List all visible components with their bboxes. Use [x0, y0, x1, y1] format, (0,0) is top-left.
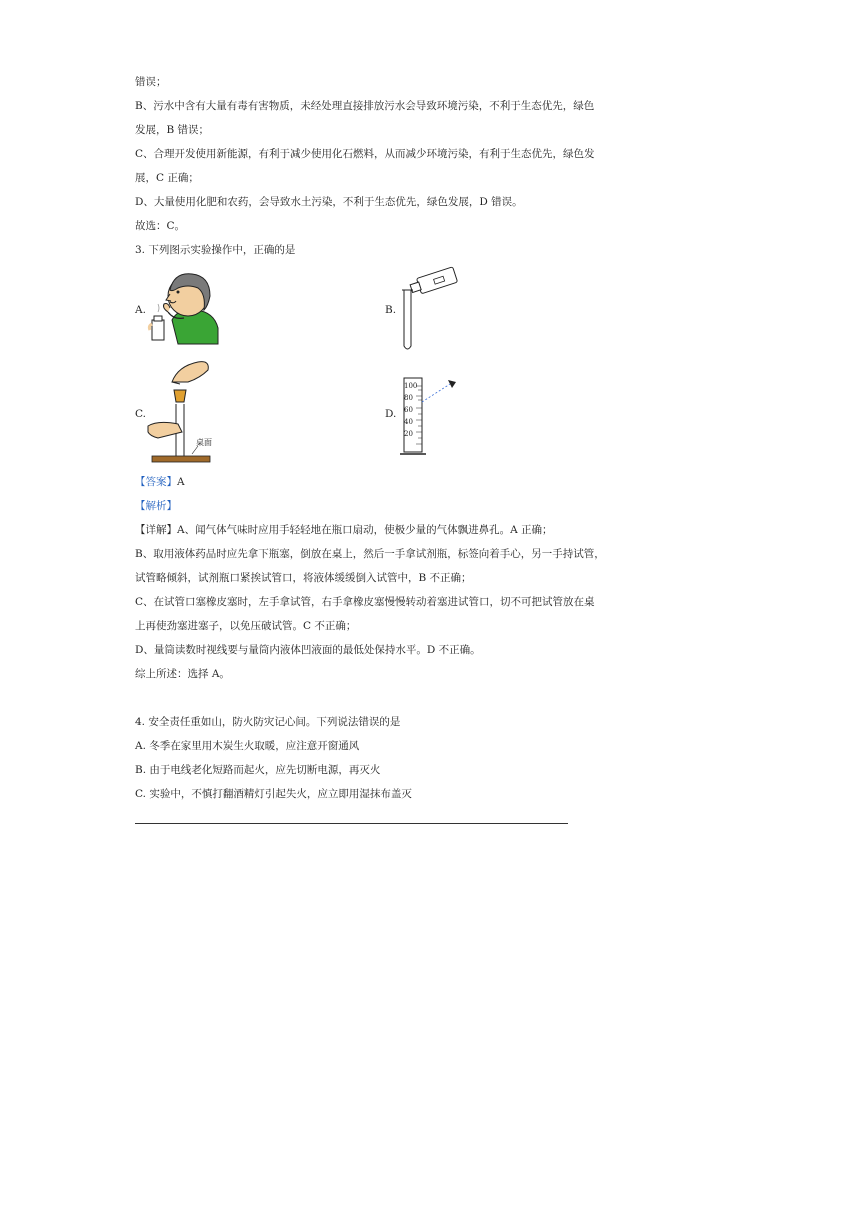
detail-b-line-2: 试管略倾斜，试剂瓶口紧挨试管口，将液体缓缓倒入试管中，B 不正确； — [135, 572, 472, 584]
text-line: 错误； — [135, 76, 167, 88]
question-3-stem: 3. 下列图示实验操作中，正确的是 — [135, 244, 296, 256]
detail-b-line-1: B、取用液体药品时应先拿下瓶塞，倒放在桌上，然后一手拿试剂瓶，标签向着手心，另一手持试管， — [135, 548, 605, 560]
question-4-option-b: B. 由于电线老化短路而起火，应先切断电源，再灭火 — [135, 764, 381, 776]
question-4-stem: 4. 安全责任重如山，防火防灾记心间。下列说法错误的是 — [135, 716, 401, 728]
option-b-label: B. — [385, 304, 397, 316]
detail-tag: 【详解】 — [135, 524, 177, 536]
option-d-label: D. — [385, 408, 397, 420]
cylinder-tick-100: 100 — [404, 382, 418, 390]
detail-line — [135, 523, 553, 537]
inserting-stopper-illustration — [148, 360, 218, 468]
text-line: B、污水中含有大量有毒有害物质，未经处理直接排放污水会导致环境污染，不利于生态优先，绿色 — [135, 100, 595, 112]
page-bottom-rule — [135, 823, 568, 824]
text-line: 发展，B 错误； — [135, 124, 210, 136]
desk-label: 桌面 — [196, 438, 212, 447]
text-line: C、合理开发使用新能源，有利于减少使用化石燃料，从而减少环境污染，有利于生态优先，绿色发 — [135, 148, 595, 160]
option-a-label: A. — [135, 304, 146, 316]
answer-tag: 【答案】 — [135, 476, 177, 488]
question-4-option-a: A. 冬季在家里用木炭生火取暖，应注意开窗通风 — [135, 740, 360, 752]
option-c-label: C. — [135, 408, 146, 420]
cylinder-tick-20: 20 — [404, 430, 413, 438]
detail-c-line-1: C、在试管口塞橡皮塞时，左手拿试管，右手拿橡皮塞慢慢转动着塞进试管口，切不可把试管放在桌 — [135, 596, 595, 608]
text-line: 展，C 正确； — [135, 172, 199, 184]
detail-a: A、闻气体气味时应用手轻轻地在瓶口扇动，使极少量的气体飘进鼻孔。A 正确； — [177, 524, 553, 536]
pouring-liquid-illustration — [398, 268, 463, 353]
answer-line — [135, 475, 185, 489]
summary-line: 综上所述：选择 A。 — [135, 668, 230, 680]
cylinder-tick-80: 80 — [404, 394, 413, 402]
detail-d-line: D、量筒读数时视线要与量筒内液体凹液面的最低处保持水平。D 不正确。 — [135, 644, 481, 656]
text-line: D、大量使用化肥和农药，会导致水土污染，不利于生态优先，绿色发展，D 错误。 — [135, 196, 523, 208]
question-4-option-c: C. 实验中，不慎打翻酒精灯引起失火，应立即用湿抹布盖灭 — [135, 788, 412, 800]
answer-value: A — [177, 476, 185, 488]
text-line: 故选：C。 — [135, 220, 186, 232]
cylinder-tick-60: 60 — [404, 406, 413, 414]
detail-c-line-2: 上再使劲塞进塞子，以免压破试管。C 不正确； — [135, 620, 357, 632]
cylinder-tick-40: 40 — [404, 418, 413, 426]
analysis-tag: 【解析】 — [135, 500, 177, 512]
smelling-gas-illustration — [148, 270, 223, 346]
